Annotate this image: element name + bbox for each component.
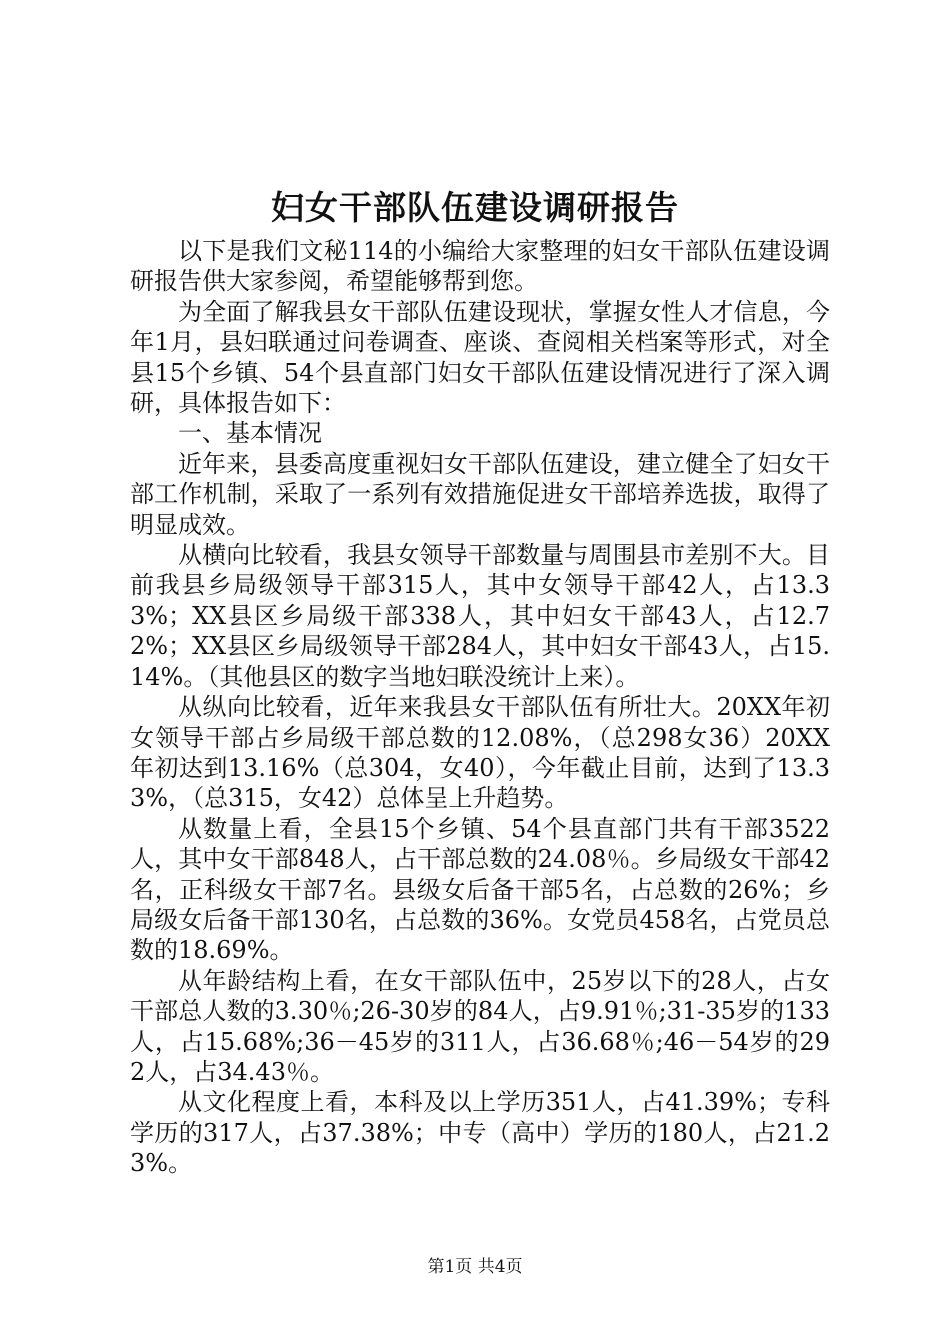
document-title: 妇女干部队伍建设调研报告 — [271, 188, 679, 227]
document-body — [130, 236, 830, 1179]
paragraph-age-structure: 从年龄结构上看，在女干部队伍中，25岁以下的28人，占女干部总人数的3.30％;26-30岁的84人，占9.91％;31-35岁的133人，占15.68%;36－45岁的311人，占36.68％;46－54岁的292人，占34.43％。 — [130, 966, 830, 1086]
paragraph-intro: 以下是我们文秘114的小编给大家整理的妇女干部队伍建设调研报告供大家参阅，希望能够帮到您。 — [130, 237, 830, 296]
section-heading-basic-situation: 一、基本情况 — [178, 419, 322, 448]
page-number-footer: 第1页 共4页 — [427, 1257, 523, 1277]
paragraph-purpose: 为全面了解我县女干部队伍建设现状，掌握女性人才信息，今年1月，县妇联通过问卷调查、座谈、查阅相关档案等形式，对全县15个乡镇、54个县直部门妇女干部队伍建设情况进行了深入调研，具体报告如下： — [130, 297, 830, 418]
paragraph-vertical-comparison: 从纵向比较看，近年来我县女干部队伍有所壮大。20XX年初女领导干部占乡局级干部总数的12.08%，（总298女36）20XX年初达到13.16%（总304，女40），今年截止目前，达到了13.33%，（总315，女42）总体呈上升趋势。 — [130, 693, 830, 813]
paragraph-overview: 近年来，县委高度重视妇女干部队伍建设，建立健全了妇女干部工作机制，采取了一系列有效措施促进女干部培养选拔，取得了明显成效。 — [130, 449, 830, 539]
paragraph-quantity: 从数量上看，全县15个乡镇、54个县直部门共有干部3522人，其中女干部848人，占干部总数的24.08％。乡局级女干部42名，正科级女干部7名。县级女后备干部5名，占总数的26%；乡局级女后备干部130名，占总数的36%。女党员458名，占党员总数的18.69%。 — [130, 814, 830, 965]
paragraph-education-level: 从文化程度上看，本科及以上学历351人，占41.39%；专科学历的317人，占37.38%；中专（高中）学历的180人，占21.23%。 — [130, 1088, 830, 1178]
paragraph-horizontal-comparison: 从横向比较看，我县女领导干部数量与周围县市差别不大。目前我县乡局级领导干部315人，其中女领导干部42人，占13.33%；XX县区乡局级干部338人，其中妇女干部43人，占12.72%；XX县区乡局级领导干部284人，其中妇女干部43人，占15.14%。（其他县区的数字当地妇联没统计上来）。 — [130, 541, 830, 691]
